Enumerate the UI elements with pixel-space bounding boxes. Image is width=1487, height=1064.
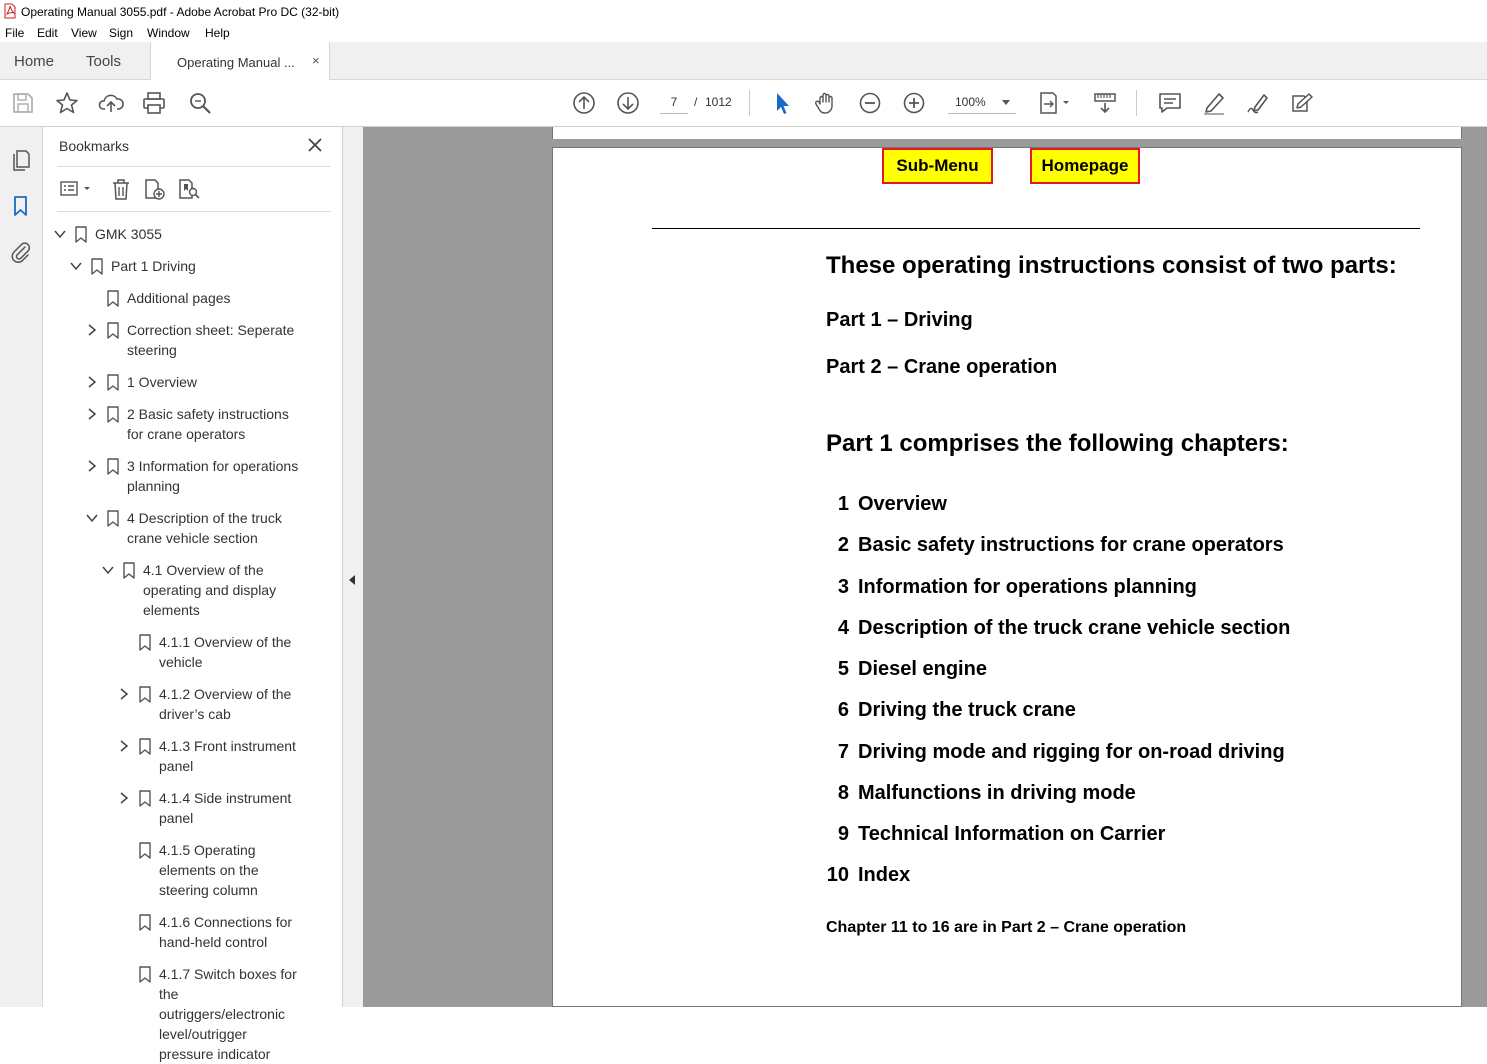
chapter-title: Basic safety instructions for crane operators xyxy=(858,534,1284,556)
bookmark-label-line: the xyxy=(159,986,179,1002)
bookmark-options-icon[interactable] xyxy=(59,177,95,201)
sign-pen-icon[interactable] xyxy=(1245,90,1271,116)
zoom-in-icon[interactable] xyxy=(901,90,927,116)
page-thumbnails-icon[interactable] xyxy=(9,148,33,172)
bookmark-label-line: vehicle xyxy=(159,654,203,670)
bookmark-label-line: level/outrigger xyxy=(159,1026,247,1042)
chapter-number: 3 xyxy=(837,576,849,598)
bookmark-label xyxy=(159,684,291,724)
chapter-number: 9 xyxy=(837,823,849,845)
tab-home[interactable]: Home xyxy=(14,53,55,70)
bookmark-label-line: driver’s cab xyxy=(159,706,231,722)
bookmark-label-line: outriggers/electronic xyxy=(159,1006,286,1022)
bookmark-item[interactable] xyxy=(113,788,323,828)
bookmark-label xyxy=(159,840,259,900)
bookmark-label xyxy=(127,288,231,308)
previous-page-edge xyxy=(552,127,1462,139)
chapter-title: Malfunctions in driving mode xyxy=(858,782,1136,804)
bookmark-item[interactable] xyxy=(113,632,323,672)
part2-label: Part 2 – Crane operation xyxy=(826,356,1058,378)
tab-bar xyxy=(0,42,1487,80)
menu-edit[interactable]: Edit xyxy=(37,26,58,40)
pdf-page xyxy=(552,147,1462,1007)
bookmark-icon xyxy=(138,738,152,755)
document-viewer xyxy=(343,127,1487,1007)
page-fit-icon[interactable] xyxy=(1038,90,1072,116)
chapter-number: 8 xyxy=(837,782,849,804)
comment-icon[interactable] xyxy=(1157,90,1183,116)
bookmark-item[interactable] xyxy=(113,840,323,900)
bookmark-label-line: 4.1.2 Overview of the xyxy=(159,686,292,702)
previous-page-icon[interactable] xyxy=(571,90,597,116)
menu-file[interactable]: File xyxy=(5,26,25,40)
bookmarks-panel xyxy=(43,127,343,1062)
bookmark-label-line: operating and display xyxy=(143,582,277,598)
bookmark-icon xyxy=(138,966,152,983)
bookmark-tree xyxy=(43,217,323,1062)
bookmark-icon xyxy=(122,562,136,579)
bookmark-label-line: Additional pages xyxy=(127,290,231,306)
bookmark-icon xyxy=(138,914,152,931)
bookmark-label-line: 4.1.7 Switch boxes for xyxy=(159,966,297,982)
bookmark-label-line: for crane operators xyxy=(127,426,246,442)
tab-tools[interactable]: Tools xyxy=(86,53,122,70)
bookmark-label-line: Correction sheet: Seperate xyxy=(127,322,295,338)
bookmark-item[interactable] xyxy=(113,912,323,952)
find-bookmark-icon[interactable] xyxy=(177,177,201,201)
tab-document[interactable] xyxy=(150,42,330,80)
print-icon[interactable] xyxy=(141,90,167,116)
menu-sign[interactable]: Sign xyxy=(109,26,134,40)
new-bookmark-icon[interactable] xyxy=(143,177,167,201)
chevron-down-icon[interactable] xyxy=(102,564,114,576)
bookmark-icon xyxy=(138,634,152,651)
bookmark-label-line: 4.1.3 Front instrument xyxy=(159,738,296,754)
bookmark-icon xyxy=(138,686,152,703)
bookmark-item[interactable] xyxy=(113,736,323,776)
chapter-number: 4 xyxy=(837,617,849,639)
bookmark-icon xyxy=(106,458,120,475)
chapter-number: 10 xyxy=(826,864,849,886)
navigation-rail xyxy=(0,127,43,1007)
bookmark-item[interactable] xyxy=(65,256,323,276)
chevron-down-icon[interactable] xyxy=(86,512,98,524)
next-page-icon[interactable] xyxy=(615,90,641,116)
bookmark-label xyxy=(159,736,296,776)
bookmark-icon xyxy=(106,290,120,307)
bookmark-item[interactable] xyxy=(113,684,323,724)
chapter-title: Index xyxy=(858,864,911,886)
menu-bar xyxy=(0,24,1487,42)
window-title: Operating Manual 3055.pdf - Adobe Acrobat Pro DC (32-bit) xyxy=(21,5,340,19)
chapter-title: Overview xyxy=(858,493,947,515)
bookmark-icon xyxy=(138,842,152,859)
bookmark-label-line: 4 Description of the truck xyxy=(127,510,282,526)
bookmark-label xyxy=(127,320,294,360)
chevron-right-icon[interactable] xyxy=(118,792,130,804)
delete-bookmark-icon[interactable] xyxy=(109,177,133,201)
bookmark-icon xyxy=(74,226,88,243)
chapter-title: Description of the truck crane vehicle section xyxy=(858,617,1291,639)
bookmark-item[interactable] xyxy=(81,456,323,496)
bookmark-label-line: 4.1.6 Connections for xyxy=(159,914,293,930)
cloud-upload-icon[interactable] xyxy=(98,90,124,116)
bookmark-label xyxy=(159,964,297,1064)
bookmark-item[interactable] xyxy=(49,224,323,244)
bookmark-label-line: hand-held control xyxy=(159,934,268,950)
chapter-number: 5 xyxy=(837,658,849,680)
highlight-pen-icon[interactable] xyxy=(1201,90,1227,116)
acrobat-pdf-icon xyxy=(4,4,16,18)
bookmark-icon xyxy=(106,322,120,339)
menu-window[interactable]: Window xyxy=(147,26,190,40)
page-total: 1012 xyxy=(705,95,732,109)
bookmark-label xyxy=(143,560,276,620)
chevron-right-icon[interactable] xyxy=(86,376,98,388)
bookmark-label-line: crane vehicle section xyxy=(127,530,258,546)
zoom-level-value: 100% xyxy=(955,95,986,109)
zoom-search-icon[interactable] xyxy=(187,90,213,116)
bookmark-label xyxy=(159,788,291,828)
bookmark-item[interactable] xyxy=(81,320,323,360)
bookmark-label xyxy=(159,632,291,672)
bookmark-label-line: 4.1.5 Operating xyxy=(159,842,256,858)
main-toolbar xyxy=(0,80,1487,127)
chapter-title: Driving the truck crane xyxy=(858,699,1076,721)
bookmark-label-line: 2 Basic safety instructions xyxy=(127,406,289,422)
bookmark-item[interactable] xyxy=(81,288,323,308)
chapter-number: 6 xyxy=(837,699,849,721)
chapter-number: 7 xyxy=(837,741,849,763)
bookmarks-icon[interactable] xyxy=(9,194,33,218)
chevron-down-icon xyxy=(1002,100,1010,105)
panel-collapse-strip[interactable] xyxy=(343,127,363,1007)
bookmark-label-line: elements on the xyxy=(159,862,259,878)
panel-divider xyxy=(57,166,331,167)
panel-divider xyxy=(57,211,331,212)
bookmark-label-line: GMK 3055 xyxy=(95,226,162,242)
submenu-link-button[interactable]: Sub-Menu xyxy=(882,148,993,184)
close-tab-icon[interactable]: × xyxy=(312,53,320,68)
chevron-down-icon[interactable] xyxy=(54,228,66,240)
zoom-out-icon[interactable] xyxy=(857,90,883,116)
page-separator: / xyxy=(694,95,698,109)
menu-view[interactable]: View xyxy=(71,26,97,40)
chevron-right-icon[interactable] xyxy=(86,324,98,336)
bookmark-icon xyxy=(106,406,120,423)
hand-tool-icon[interactable] xyxy=(813,90,839,116)
chapters-heading: Part 1 comprises the following chapters: xyxy=(826,430,1289,457)
bookmark-item[interactable] xyxy=(97,560,323,620)
horizontal-rule xyxy=(652,228,1420,229)
bookmark-label-line: pressure indicator xyxy=(159,1046,271,1062)
bookmark-label-line: 3 Information for operations xyxy=(127,458,299,474)
chapter-number: 1 xyxy=(837,493,849,515)
scroll-mode-icon[interactable] xyxy=(1092,90,1118,116)
chevron-right-icon[interactable] xyxy=(86,460,98,472)
panel-title: Bookmarks xyxy=(59,138,130,154)
chevron-right-icon[interactable] xyxy=(118,688,130,700)
bookmark-label-line: steering column xyxy=(159,882,258,898)
bookmark-label xyxy=(111,256,196,276)
chapter-title: Driving mode and rigging for on-road driving xyxy=(858,741,1285,763)
homepage-link-button[interactable]: Homepage xyxy=(1030,148,1140,184)
bookmark-label-line: elements xyxy=(143,602,200,618)
chapter-number: 2 xyxy=(837,534,849,556)
bookmark-label xyxy=(159,912,292,952)
part2-note: Chapter 11 to 16 are in Part 2 – Crane operation xyxy=(826,919,1187,936)
bookmark-label-line: 4.1 Overview of the xyxy=(143,562,264,578)
close-panel-icon[interactable] xyxy=(306,136,324,154)
document-tab-label: Operating Manual ... xyxy=(177,55,295,70)
page-number-input[interactable]: 7 xyxy=(660,91,688,114)
bookmark-label-line: planning xyxy=(127,478,180,494)
select-cursor-icon[interactable] xyxy=(769,90,795,116)
bookmark-label xyxy=(127,508,282,548)
bookmark-label-line: 1 Overview xyxy=(127,374,198,390)
bookmark-label-line: Part 1 Driving xyxy=(111,258,196,274)
bookmark-label xyxy=(127,456,298,496)
bookmark-icon xyxy=(106,374,120,391)
bookmark-item[interactable] xyxy=(113,964,323,1064)
bookmark-label xyxy=(127,404,289,444)
menu-help[interactable]: Help xyxy=(205,26,230,40)
chapter-title: Information for operations planning xyxy=(858,576,1197,598)
bookmark-item[interactable] xyxy=(81,404,323,444)
attachments-paperclip-icon[interactable] xyxy=(9,240,33,264)
chevron-right-icon[interactable] xyxy=(118,740,130,752)
toolbar-divider xyxy=(749,90,750,116)
zoom-level-dropdown[interactable] xyxy=(948,91,1016,114)
bookmark-icon xyxy=(138,790,152,807)
fill-sign-icon[interactable] xyxy=(1289,90,1315,116)
bookmark-item[interactable] xyxy=(81,372,323,392)
save-icon[interactable] xyxy=(10,90,36,116)
bookmark-label-line: steering xyxy=(127,342,177,358)
chapter-title: Technical Information on Carrier xyxy=(858,823,1166,845)
bookmark-label-line: panel xyxy=(159,758,194,774)
chevron-right-icon[interactable] xyxy=(86,408,98,420)
bookmark-label-line: 4.1.1 Overview of the xyxy=(159,634,292,650)
toolbar-divider xyxy=(1136,90,1137,116)
bookmark-label-line: panel xyxy=(159,810,194,826)
part1-label: Part 1 – Driving xyxy=(826,309,973,331)
bookmark-icon xyxy=(90,258,104,275)
title-bar xyxy=(0,0,1487,24)
collapse-panel-arrow-icon[interactable] xyxy=(349,575,355,585)
intro-heading: These operating instructions consist of two parts: xyxy=(826,252,1397,279)
bookmark-label-line: 4.1.4 Side instrument xyxy=(159,790,292,806)
bookmark-icon xyxy=(106,510,120,527)
chevron-down-icon[interactable] xyxy=(70,260,82,272)
bookmark-label xyxy=(95,224,162,244)
star-icon[interactable] xyxy=(54,90,80,116)
chapter-title: Diesel engine xyxy=(858,658,987,680)
bookmark-item[interactable] xyxy=(81,508,323,548)
bookmark-label xyxy=(127,372,197,392)
